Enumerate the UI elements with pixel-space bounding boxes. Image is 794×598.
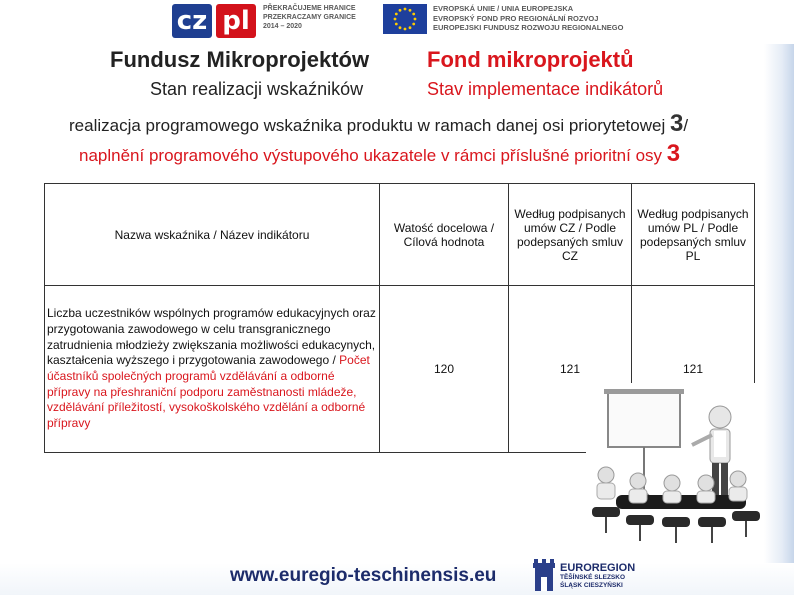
header-logos [0, 0, 794, 44]
target-value: 120 [380, 286, 509, 453]
eu-fund-text: EVROPSKÁ UNIE / UNIA EUROPEJSKA EVROPSKÝ FOND PRO REGIONÁLNÍ ROZVOJ EUROPEJSKI FUNDUSZ ROZWOJU REGIONALNEGO [433, 4, 624, 32]
subtitle-cz: Stav implementace indikátorů [427, 79, 664, 99]
training-illustration [586, 383, 764, 553]
title-cz: Fond mikroprojektů [427, 47, 634, 72]
website-link[interactable]: www.euregio-teschinensis.eu [230, 565, 497, 586]
eu-flag-icon [383, 4, 427, 34]
axis-number-cz: 3 [666, 140, 681, 167]
header-target: Watość docelowa / Cílová hodnota [380, 184, 509, 286]
decorative-stripe [764, 44, 794, 564]
cross-border-text: PŘEKRAČUJEME HRANICE PRZEKRACZAMY GRANICE 2014 – 2020 [263, 5, 356, 30]
czpl-logo [172, 4, 256, 38]
header-pl: Według podpisanych umów PL / Podle podepsaných smluv PL [632, 184, 755, 286]
pl-logo-box [216, 4, 256, 38]
header-name: Nazwa wskaźnika / Název indikátoru [45, 184, 380, 286]
header-cz: Według podpisanych umów CZ / Podle podepsaných smluv CZ [509, 184, 632, 286]
euroregion-logo-text: EUROREGION TĚŠÍNSKÉ SLEZSKO ŚLĄSK CIESZYŃSKI [560, 562, 636, 589]
title-pl: Fundusz Mikroprojektów [110, 47, 370, 72]
pl-value: 121 [632, 286, 755, 453]
axis-number-pl: 3 [669, 110, 684, 137]
indicator-name: Liczba uczestników wspólnych programów edukacyjnych oraz przygotowania zawodowego w celu transgranicznego zatrudnienia młodzieży zwiększania możliwości edukacynych, kaształcenia wyższego i przygotowania zawodowego / Počet účastníků společných programů vzdělávání a odborné přípravy na přeshraniční podporu zaměstnanosti mládeže, vzdělávání příležitostí, vysokoškolského vzdělání a odborné přípravy [45, 286, 380, 453]
description-pl: realizacja programowego wskaźnika produktu w ramach danej osi priorytetowej 3/ [69, 110, 689, 137]
description-cz: naplnění programového výstupového ukazatele v rámci příslušné prioritní osy 3 [79, 140, 681, 167]
cz-value: 121 [509, 286, 632, 453]
cz-logo-box [172, 4, 212, 38]
pl-logo-text: pl [222, 6, 250, 36]
table-header-row [45, 184, 755, 286]
cz-logo-text: cz [176, 6, 208, 36]
euroregion-tower-icon [531, 557, 557, 593]
subtitle-pl: Stan realizacji wskaźników [150, 79, 364, 99]
